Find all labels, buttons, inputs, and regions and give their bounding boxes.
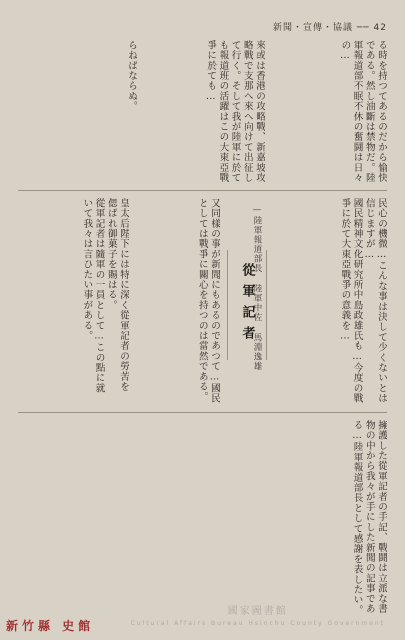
text-column-4	[273, 198, 387, 408]
paragraph-4: 民心の機微…こんな事は決して少くないとは信じますが…	[363, 198, 387, 404]
text-column-6	[17, 420, 387, 620]
page-header: 新聞・宣傳・協議 ── 42	[272, 23, 387, 33]
paragraph-9: 擁護した從軍記者の手記、戰鬪は立派な書物の中から我々が手にした新聞の記事である…陸軍報道部長として感謝を表したい。	[351, 420, 387, 616]
text-column-3	[19, 40, 137, 185]
archive-logo: 新竹縣 史館	[6, 619, 95, 633]
paragraph-1: る時を持つてあるのだから愉快である。然し油斷は禁物だ。陸軍報道部不眠不休の奮鬪は日々の…	[339, 40, 387, 183]
article-title: 從軍記者	[227, 250, 267, 360]
paragraph-5: 國民精神文化研究所中島政雄氏も…今度の戰爭に於て大東亞戰爭の意義を…	[339, 198, 363, 404]
paragraph-7: 皇太后陛下には特に深く從軍記者の勞苦を偲ばれ御菓子を賜はる。	[105, 198, 129, 392]
article-author: —陸軍報道部長 陸軍中佐 馬淵逸雄	[252, 205, 262, 371]
text-column-1	[275, 40, 387, 185]
header-section: 新聞・宣傳・協議	[272, 23, 353, 33]
text-column-5	[138, 198, 220, 408]
divider	[18, 190, 387, 191]
paragraph-8: 從軍記者は隨軍の一員として…この點に就いて我々は言ひたい事がある。	[81, 198, 105, 394]
text-column-7	[14, 198, 129, 398]
text-column-2	[145, 40, 265, 185]
watermark-line2: Cultural Affairs Bureau Hsinchu County Government	[130, 620, 385, 627]
watermark-line1: 國家圖書館	[227, 606, 288, 617]
paragraph-2: 來或は香港の攻略戰、新嘉坡攻略戰で支那へ來へ向けて出征して行く。そして我が陸軍に於ても報道班の活躍はこの大東亞戰爭に於ても…	[205, 40, 265, 183]
header-page-number: 42	[373, 23, 387, 33]
paragraph-6: 又同樣の事が新聞にもあるのであつて…國民としては戰爭に關心を持つのは當然である。	[196, 198, 220, 404]
paragraph-3: らねばならぬ。	[126, 40, 137, 112]
watermark	[131, 606, 385, 630]
divider	[18, 412, 387, 413]
